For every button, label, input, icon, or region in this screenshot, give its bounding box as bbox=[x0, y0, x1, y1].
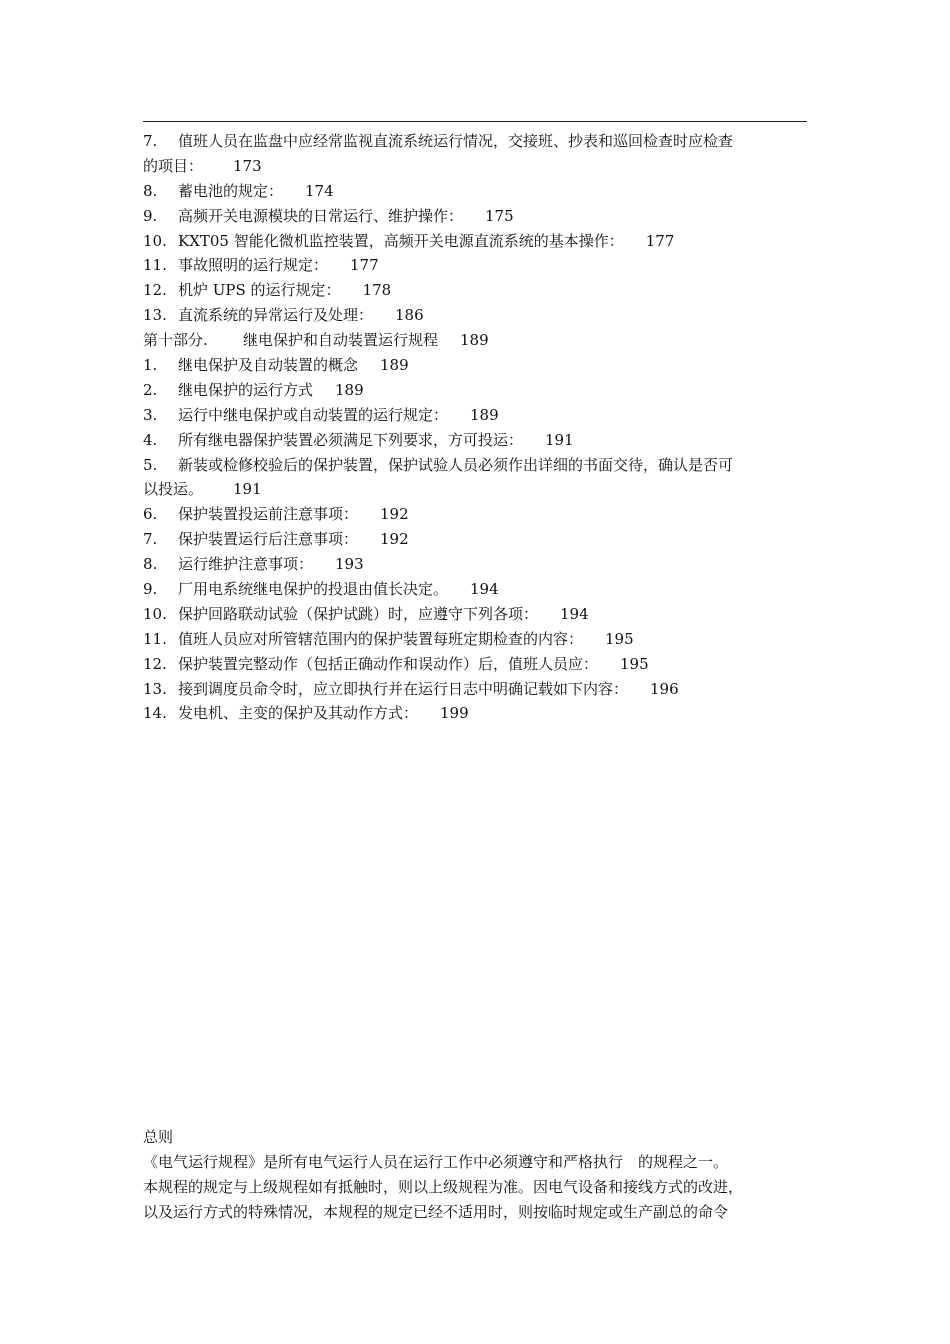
toc-entry-number: 12. bbox=[143, 654, 167, 673]
toc-entry[interactable] bbox=[143, 353, 807, 378]
toc-entry[interactable] bbox=[143, 253, 807, 278]
toc-entry-number: 7. bbox=[143, 132, 158, 150]
section-paragraph-line: 以及运行方式的特殊情况，本规程的规定已经不适用时，则按临时规定或生产副总的命令 bbox=[143, 1203, 729, 1221]
toc-entry-title: 所有继电器保护装置必须满足下列要求，方可投运： bbox=[178, 430, 524, 449]
toc-page-number: 177 bbox=[350, 256, 379, 275]
toc-page-number: 192 bbox=[380, 505, 409, 524]
toc-entry-number: 8. bbox=[143, 555, 158, 574]
toc-entry-title: 值班人员在监盘中应经常监视直流系统运行情况，交接班、抄表和巡回检查时应检查 bbox=[178, 132, 734, 150]
toc-page-number: 191 bbox=[233, 480, 262, 499]
toc-entry-title-continued: 的项目： bbox=[143, 156, 204, 175]
toc-page-number: 192 bbox=[380, 530, 409, 549]
toc-entry-title: 高频开关电源模块的日常运行、维护操作： bbox=[178, 206, 464, 225]
toc-page-number: 194 bbox=[560, 604, 589, 623]
toc-page-number: 196 bbox=[650, 679, 679, 698]
toc-entry[interactable] bbox=[143, 229, 807, 254]
toc-entry-number: 10. bbox=[143, 604, 167, 623]
toc-entry-title: 机炉 UPS 的运行规定： bbox=[178, 281, 341, 300]
toc-entry-title: 值班人员应对所管辖范围内的保护装置每班定期检查的内容： bbox=[178, 629, 584, 648]
toc-entry[interactable] bbox=[143, 428, 807, 453]
toc-entry-number: 14. bbox=[143, 704, 167, 723]
toc-entry[interactable] bbox=[143, 204, 807, 229]
toc-entry[interactable] bbox=[143, 627, 807, 652]
toc-entry-number: 11. bbox=[143, 256, 167, 275]
toc-page-number: 177 bbox=[645, 231, 675, 250]
toc-entry-number: 13. bbox=[143, 679, 167, 698]
toc-entry-title: 蓄电池的规定： bbox=[178, 181, 284, 200]
toc-entry-number: 6. bbox=[143, 505, 158, 524]
header-rule bbox=[143, 121, 807, 122]
toc-page-number: 195 bbox=[605, 629, 634, 648]
toc-entry[interactable] bbox=[143, 652, 807, 677]
toc-entry-number: 1. bbox=[143, 356, 158, 375]
toc-entry[interactable] bbox=[143, 179, 807, 204]
toc-entry-number: 12. bbox=[143, 281, 167, 300]
section-title: 总则 bbox=[143, 1128, 174, 1146]
toc-entry[interactable] bbox=[143, 453, 807, 478]
toc-entry-number: 4. bbox=[143, 430, 158, 449]
toc-entry-title: 发电机、主变的保护及其动作方式： bbox=[178, 704, 419, 723]
toc-entry[interactable] bbox=[143, 527, 807, 552]
toc-entry[interactable] bbox=[143, 278, 807, 303]
toc-entry-title: 接到调度员命令时，应立即执行并在运行日志中明确记载如下内容： bbox=[178, 679, 629, 698]
toc-entry-number: 10. bbox=[143, 231, 167, 250]
toc-entry[interactable] bbox=[143, 577, 807, 602]
toc-entry-title: 运行维护注意事项： bbox=[178, 555, 314, 574]
toc-entry-title: 厂用电系统继电保护的投退由值长决定。 bbox=[178, 580, 449, 599]
toc-entry-title-continued: 以投运。 bbox=[143, 480, 204, 499]
toc-entry-title: 保护装置运行后注意事项： bbox=[178, 530, 359, 549]
section-paragraph-line: 本规程的规定与上级规程如有抵触时，则以上级规程为准。因电气设备和接线方式的改进， bbox=[143, 1178, 744, 1196]
toc-entry-title: 事故照明的运行规定： bbox=[178, 256, 329, 275]
toc-page-number: 189 bbox=[335, 380, 364, 399]
toc-page-number: 191 bbox=[545, 430, 574, 449]
toc-entry[interactable] bbox=[143, 129, 807, 154]
toc-entry-number: 5. bbox=[143, 455, 158, 474]
toc-entry-number: 9. bbox=[143, 580, 158, 599]
toc-entry-number: 3. bbox=[143, 405, 158, 424]
toc-entry-title: 继电保护及自动装置的概念 bbox=[178, 356, 359, 375]
toc-page-number: 199 bbox=[440, 704, 469, 723]
toc-entry-title: 保护装置投运前注意事项： bbox=[178, 505, 359, 524]
toc-entry[interactable] bbox=[143, 378, 807, 403]
toc-entry[interactable] bbox=[143, 403, 807, 428]
toc-page-number: 175 bbox=[485, 206, 514, 225]
toc-page-number: 189 bbox=[460, 331, 489, 350]
toc-page-number: 173 bbox=[233, 156, 262, 175]
toc-entry-title: 新装或检修校验后的保护装置，保护试验人员必须作出详细的书面交待，确认是否可 bbox=[178, 455, 734, 474]
toc-page-number: 178 bbox=[362, 281, 392, 300]
toc-entry[interactable] bbox=[143, 677, 807, 702]
toc-page-number: 186 bbox=[395, 306, 424, 325]
toc-entry-title: 继电保护和自动装置运行规程 bbox=[243, 331, 439, 350]
table-of-contents bbox=[143, 129, 807, 726]
toc-entry-number: 11. bbox=[143, 629, 167, 648]
toc-entry-continuation[interactable] bbox=[143, 154, 807, 179]
toc-entry[interactable] bbox=[143, 502, 807, 527]
toc-entry-number: 9. bbox=[143, 206, 158, 225]
toc-entry-title: 继电保护的运行方式 bbox=[178, 380, 314, 399]
toc-entry-number: 7. bbox=[143, 530, 158, 549]
toc-entry[interactable] bbox=[143, 602, 807, 627]
section-paragraph-line: 《电气运行规程》是所有电气运行人员在运行工作中必须遵守和严格执行 的规程之一。 bbox=[143, 1153, 729, 1171]
toc-page-number: 193 bbox=[335, 555, 364, 574]
general-principles-section bbox=[143, 1125, 823, 1225]
toc-entry[interactable] bbox=[143, 552, 807, 577]
toc-entry-title: 保护回路联动试验（保护试跳）时，应遵守下列各项： bbox=[178, 604, 539, 623]
toc-entry-number: 2. bbox=[143, 380, 158, 399]
toc-part-heading[interactable] bbox=[143, 328, 807, 353]
toc-page-number: 174 bbox=[305, 181, 334, 200]
toc-entry-continuation[interactable] bbox=[143, 477, 807, 502]
toc-entry-title: 直流系统的异常运行及处理： bbox=[178, 306, 374, 325]
toc-page-number: 189 bbox=[470, 405, 499, 424]
toc-entry-title: 运行中继电保护或自动装置的运行规定： bbox=[178, 405, 449, 424]
toc-entry-title: KXT05 智能化微机监控装置，高频开关电源直流系统的基本操作： bbox=[178, 231, 624, 250]
toc-page-number: 195 bbox=[620, 654, 649, 673]
toc-entry-title: 保护装置完整动作（包括正确动作和误动作）后，值班人员应： bbox=[178, 654, 599, 673]
toc-page-number: 189 bbox=[380, 356, 409, 375]
toc-entry-number: 8. bbox=[143, 181, 158, 200]
toc-entry[interactable] bbox=[143, 701, 807, 726]
toc-entry-number: 13. bbox=[143, 306, 167, 325]
toc-entry-number: 第十部分. bbox=[143, 331, 208, 350]
toc-page-number: 194 bbox=[470, 580, 499, 599]
toc-entry[interactable] bbox=[143, 303, 807, 328]
